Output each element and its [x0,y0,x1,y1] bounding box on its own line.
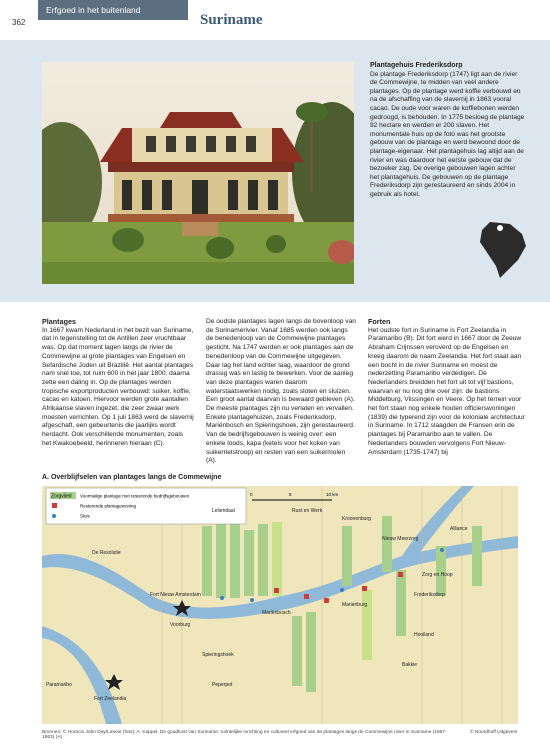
legend-title: Zorgvlied [51,493,72,500]
heading-forten: Forten [368,317,391,326]
source-note: Bronnen: © Horacio John Day/Lineair (foto); A. Kappel, De goudkust van Suriname: ruimtelijke inrichting en cultureel erfgoed van de plantages langs de Commewijne rivier in Suriname (1667-1863) (A) [42,730,447,740]
label-leliendaal: Leliendaal [212,508,235,514]
label-rust-en-werk: Rust en Werk [292,508,323,514]
column-1-text: In 1667 kwam Nederland in het bezit van Suriname, dat in tegenstelling tot de Antillen zeer vruchtbaar was. Op dat moment lagen langs de rivier de Commewijne al grote plantages van Engelsen en Sefardische Joden uit Brazilië. Het aantal plantages nam snel toe, tot ruim 600 in het jaar 1800; daarna zette een daling in. Op de plantages werden tropische exportproducten verbouwd: suiker, koffie, cacao en katoen. Hiervoor werden grote aantallen Afrikaanse slaven ingezet, die zeer zwaar werk moesten verrichten. Op 1 juli 1863 werd de slavernij afgeschaft, een gebeurtenis die jaarlijks wordt herdacht. Ook verschillende monumenten, zoals het Kwakoebeeld, herinneren hieraan (C). [42,326,194,447]
page-header [0,0,550,42]
column-2-text: De oudste plantages lagen langs de bovenloop van de Surinamerivier. Vanaf 1685 werden ook langs de benedenloop van de Commewijne plantages gesticht. Na 1747 werden er ook plantages aan de benedenloop van de Commewijne uitgegeven. Daar lag het land echter laag, waardoor de grond drassig was en lastig te bewerken. Voor de aanleg van deze plantages waren daarom waterstaatswerken nodig, zoals sloten en sluizen. Een groot aantal daarvan is bewaard gebleven (A). De meeste plantages zijn nu verlaten en vervallen. Enkele plantagehuizen, zoals Frederiksdorp, Mariënbosch en Spieringshoek, zijn gerestaureerd. Van de bedrijfsgebouwen is weinig over: een enkele loods, kapa (ketels voor het koken van suikerrietstroop) en resten van een suikermolen (A). [206,318,356,465]
photo-caption [370,62,525,200]
caption-title: Plantagehuis Frederiksdorp [370,62,463,69]
commewijne-map [42,486,518,724]
page-number: 362 [12,18,26,27]
label-voorburg: Voorburg [170,622,191,628]
label-paramaribo: Paramaribo [46,682,72,688]
column-3-text: Het oudste fort in Suriname is Fort Zeelandia in Paramaribo (B). Dit fort werd in 1667 door de Zeeuw Abraham Crijnssen veroverd op de Engelsen en kreeg daarom de naam Zeelandia. Het fort staat aan een bocht in de rivier Suriname en moest de nederzetting Paramaribo verdedigen. De Nederlanders breidden het fort uit tot vijf bastions, waarvan er nu nog drie over zijn: de bastions Middelburg, Vlissingen en Veere. Op het terrein voor het fort staan nog enkele houten officierswoningen (1839) die typerend zijn voor de koloniale architectuur in Suriname. In 1712 slaagden de Fransen erin de plantages bij Paramaribo aan te vallen. De Nederlanders bouwden vervolgens Fort Nieuw-Amsterdam (1735-1747) bij [368,326,525,456]
label-peperpot: Peperpot [212,682,233,688]
label-frederiksdorp: Frederiksdorp [414,592,445,598]
label-nieuw-meerzorg: Nieuw Meerzorg [382,536,419,542]
caption-text: De plantage Frederiksdorp (1747) ligt aan de rivier de Commewijne, te midden van veel andere plantages. Op de plantage werd koffie verbouwd en na de afschaffing van de slavernij in 1863 vooral cacao. De oude voor waren de koffiebonen werden gedroogd, is behouden. In 1775 besloeg de plantage 92 hectare en werden er 200 slaven. Het monumentale huis op de foto was het grootste gebouw van de plantage en werd bewoond door de plantage-eigenaar. Het plantagehuis lag altijd aan de rivier en was daardoor het eerste gebouw dat de bezoeker zag. De overige gebouwen lagen achter het plantagehuis. De gebouwen op de plantage Frederiksdorp zijn gerestaureerd en sinds 2004 in gebruik als hotel. [370,70,525,198]
publisher-credit: © Noordhoff Uitgevers [470,730,518,735]
label-kroonenburg: Kroonenburg [342,516,371,522]
legend-item-2: Resterende plantagewoning [80,503,137,509]
map-title: A. Overblijfselen van plantages langs de Commewijne [42,474,222,481]
label-fort-nieuw-amsterdam: Fort Nieuw Amsterdam [150,592,201,598]
label-hooiland: Hooiland [414,632,434,638]
text-column-2 [206,318,356,466]
text-column-3 [368,318,526,457]
label-marienburg: Marienburg [342,602,368,608]
legend-item-3: Sluis [80,513,90,519]
heading-plantages: Plantages [42,317,76,326]
legend-item-1: Voormalige plantage met resterende bedrijfsgebouwen [80,493,190,499]
text-column-1 [42,318,194,449]
scale-5: 5 [289,492,292,497]
section-tab: Erfgoed in het buitenland [38,0,188,20]
scale-10: 10 km [326,492,339,497]
plantation-house-photo [42,62,354,284]
south-america-locator-map [470,220,530,280]
label-bakkie: Bakkie [402,662,418,668]
label-zorg-en-hoop: Zorg en Hoop [422,572,453,578]
label-fort-zeelandia: Fort Zeelandia [94,696,127,702]
page-title: Suriname [200,12,263,28]
scale-0: 0 [250,492,253,497]
label-de-resolutie: De Resolutie [92,550,121,556]
label-marienbosch: Mariënbosch [262,610,291,616]
label-spieringshoek: Spieringshoek [202,652,234,658]
label-alliance: Alliance [450,526,468,532]
